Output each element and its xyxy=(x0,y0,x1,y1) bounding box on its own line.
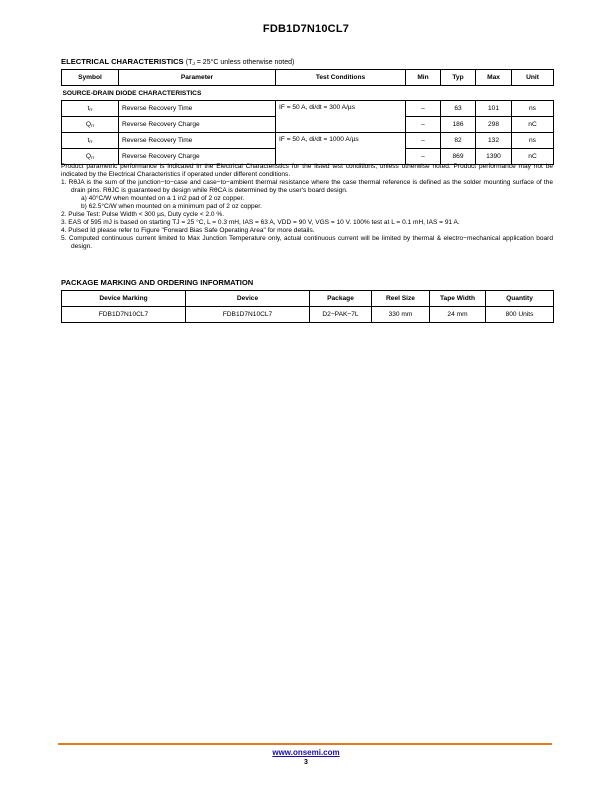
parameter-cell: Reverse Recovery Charge xyxy=(119,117,276,133)
column-header: Reel Size xyxy=(372,291,430,307)
note-3: 3. EAS of 595 mJ is based on starting TJ = 25 °C, L = 0.3 mH, IAS = 63 A, VDD = 90 V, VGS = 10 V. 100% test at L = 0.1 mH, IAS = 91 A. xyxy=(61,219,460,226)
parameter-cell: Reverse Recovery Charge xyxy=(119,149,276,165)
min-cell: – xyxy=(406,133,441,149)
max-cell: 132 xyxy=(476,133,512,149)
subheading: SOURCE-DRAIN DIODE CHARACTERISTICS xyxy=(62,89,202,97)
section-title-text: ELECTRICAL CHARACTERISTICS xyxy=(61,57,184,66)
tape-width-cell: 24 mm xyxy=(430,307,486,323)
column-header: Quantity xyxy=(486,291,554,307)
table-subheading-row xyxy=(62,86,554,101)
table-row xyxy=(62,307,554,323)
unit-cell: ns xyxy=(512,133,554,149)
footer-divider xyxy=(58,743,552,745)
note-1: 1. RθJA is the sum of the junction−to−case and case−to−ambient thermal resistance where the case thermal reference is defined as the solder mounting surface of the drain pins. RθJC is guaranteed by design while RθCA is determined by the user's board design. xyxy=(61,179,553,194)
package-ordering-table xyxy=(61,290,554,323)
section-condition: ($T_J = 25^\circ C$ unless otherwise noted) xyxy=(185,59,295,67)
column-header: Test Conditions xyxy=(276,70,406,86)
unit-cell: nC xyxy=(512,117,554,133)
note-5: 5. Computed continuous current limited to Max Junction Temperature only, actual continuous current will be limited by thermal & electro−mechanical application board design. xyxy=(61,235,553,250)
package-cell: D2−PAK−7L xyxy=(310,307,372,323)
unit-cell: nC xyxy=(512,149,554,165)
min-cell: – xyxy=(406,101,441,117)
note-1b: b) 62.5°C/W when mounted on a minimum pad of 2 oz copper. xyxy=(81,203,262,210)
column-header: Min xyxy=(406,70,441,86)
column-header: Unit xyxy=(512,70,554,86)
device-cell: FDB1D7N10CL7 xyxy=(186,307,310,323)
notes-block xyxy=(61,163,553,251)
symbol-cell: $Q_{rr}$ xyxy=(62,117,119,133)
document-header-title: FDB1D7N10CL7 xyxy=(262,23,350,35)
symbol-cell: $t_{rr}$ xyxy=(62,101,119,117)
typ-cell: 63 xyxy=(441,101,476,117)
footer-website-link[interactable]: www.onsemi.com xyxy=(272,748,340,757)
min-cell: – xyxy=(406,117,441,133)
conditions-cell: IF = 50 A, di/dt = 1000 A/µs xyxy=(276,133,406,165)
min-cell: – xyxy=(406,149,441,165)
table-row xyxy=(62,101,554,117)
note-1a: a) 40°C/W when mounted on a 1 in2 pad of 2 oz copper. xyxy=(81,195,245,202)
table-header-row xyxy=(62,70,554,86)
electrical-characteristics-title xyxy=(61,57,294,67)
column-header: Max xyxy=(476,70,512,86)
notes-intro: Product parametric performance is indicated in the Electrical Characteristics for the listed test conditions, unless otherwise noted. Product performance may not be indicated by the Electrical Characteristics if operated under different conditions. xyxy=(61,163,553,178)
device-marking-cell: FDB1D7N10CL7 xyxy=(62,307,186,323)
max-cell: 101 xyxy=(476,101,512,117)
column-header: Device xyxy=(186,291,310,307)
typ-cell: 186 xyxy=(441,117,476,133)
note-2: 2. Pulse Test: Pulse Width < 300 µs, Duty cycle < 2.0 %. xyxy=(61,211,225,218)
note-4: 4. Pulsed Id please refer to Figure "Forward Bias Safe Operating Area" for more details. xyxy=(61,227,315,234)
electrical-characteristics-table xyxy=(61,69,554,165)
conditions-cell: IF = 50 A, di/dt = 300 A/µs xyxy=(276,101,406,133)
quantity-cell: 800 Units xyxy=(486,307,554,323)
reel-size-cell: 330 mm xyxy=(372,307,430,323)
column-header: Device Marking xyxy=(62,291,186,307)
parameter-cell: Reverse Recovery Time xyxy=(119,101,276,117)
typ-cell: 82 xyxy=(441,133,476,149)
typ-cell: 869 xyxy=(441,149,476,165)
package-marking-title: PACKAGE MARKING AND ORDERING INFORMATION xyxy=(61,278,254,287)
symbol-cell: $t_{rr}$ xyxy=(62,133,119,149)
unit-cell: ns xyxy=(512,101,554,117)
symbol-cell: $Q_{rr}$ xyxy=(62,149,119,165)
max-cell: 1390 xyxy=(476,149,512,165)
table-header-row xyxy=(62,291,554,307)
column-header: Symbol xyxy=(62,70,119,86)
column-header: Typ xyxy=(441,70,476,86)
column-header: Tape Width xyxy=(430,291,486,307)
column-header: Package xyxy=(310,291,372,307)
column-header: Parameter xyxy=(119,70,276,86)
page-number: 3 xyxy=(304,759,308,766)
table-row xyxy=(62,133,554,149)
max-cell: 298 xyxy=(476,117,512,133)
parameter-cell: Reverse Recovery Time xyxy=(119,133,276,149)
